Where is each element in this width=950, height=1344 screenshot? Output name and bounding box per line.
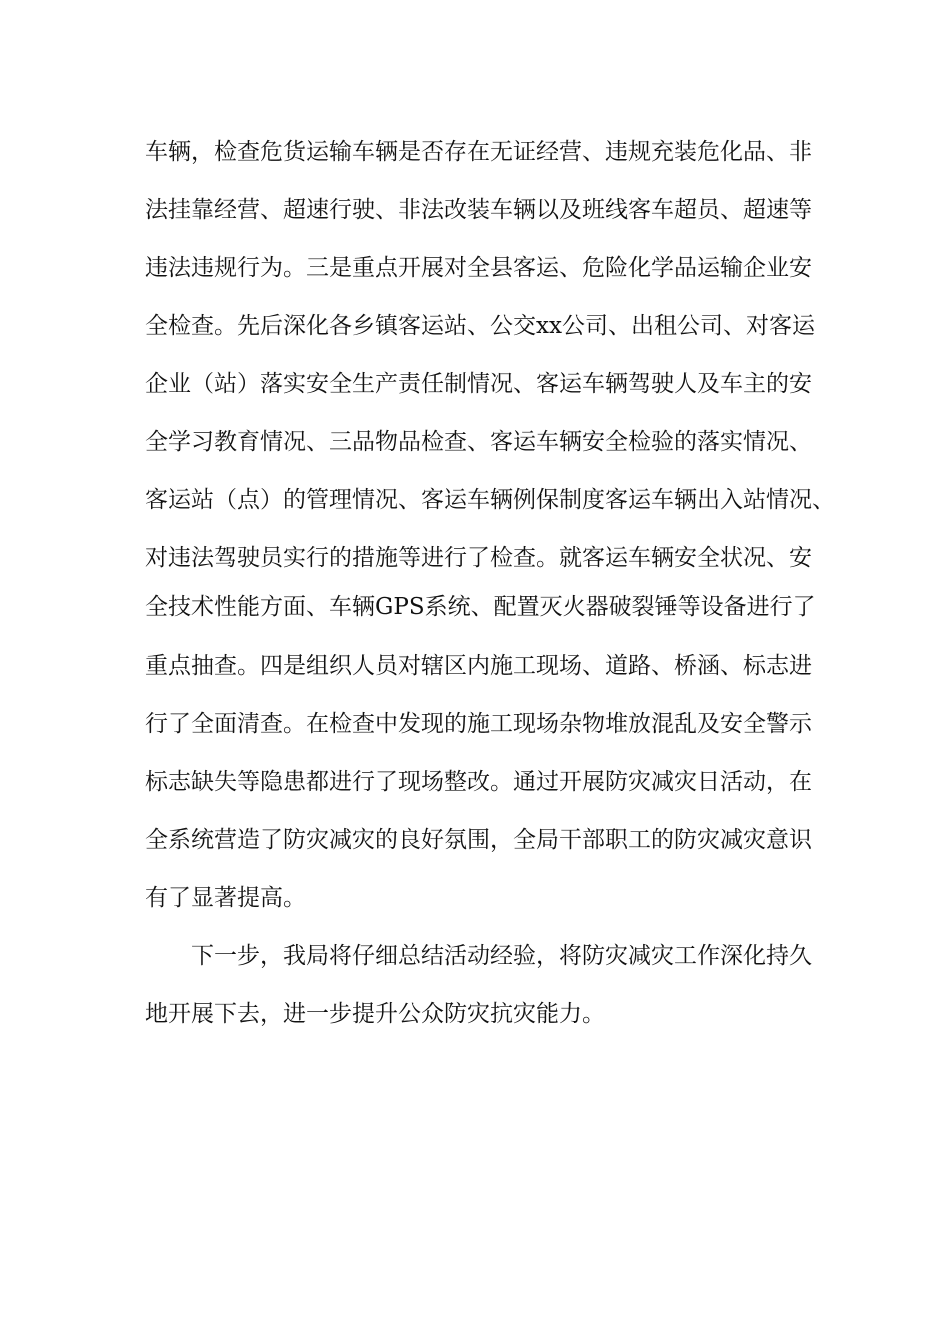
text-line: 标志缺失等隐患都进行了现场整改。通过开展防灾减灾日活动，在: [145, 769, 812, 795]
text-line: 对违法驾驶员实行的措施等进行了检查。就客运车辆安全状况、安: [145, 545, 812, 571]
text-line: 法挂靠经营、超速行驶、非法改装车辆以及班线客车超员、超速等: [145, 197, 812, 223]
paragraph-first-line: 下一步，我局将仔细总结活动经验，将防灾减灾工作深化持久: [191, 943, 812, 969]
text-line: 全系统营造了防灾减灾的良好氛围，全局干部职工的防灾减灾意识: [145, 827, 812, 853]
text-line: 全检查。先后深化各乡镇客运站、公交xx公司、出租公司、对客运: [145, 313, 815, 339]
text-line: 地开展下去，进一步提升公众防灾抗灾能力。: [145, 1001, 605, 1027]
text-line: 全技术性能方面、车辆GPS系统、配置灭火器破裂锤等设备进行了: [145, 594, 816, 620]
text-line: 全学习教育情况、三品物品检查、客运车辆安全检验的落实情况、: [145, 429, 812, 455]
text-line: 有了显著提高。: [145, 885, 306, 911]
text-line: 重点抽查。四是组织人员对辖区内施工现场、道路、桥涵、标志进: [145, 653, 812, 679]
text-line: 客运站（点）的管理情况、客运车辆例保制度客运车辆出入站情况、: [145, 487, 835, 513]
text-line: 车辆，检查危货运输车辆是否存在无证经营、违规充装危化品、非: [145, 139, 812, 165]
text-line: 违法违规行为。三是重点开展对全县客运、危险化学品运输企业安: [145, 255, 812, 281]
text-line: 企业（站）落实安全生产责任制情况、客运车辆驾驶人及车主的安: [145, 371, 812, 397]
text-line: 行了全面清查。在检查中发现的施工现场杂物堆放混乱及安全警示: [145, 711, 812, 737]
